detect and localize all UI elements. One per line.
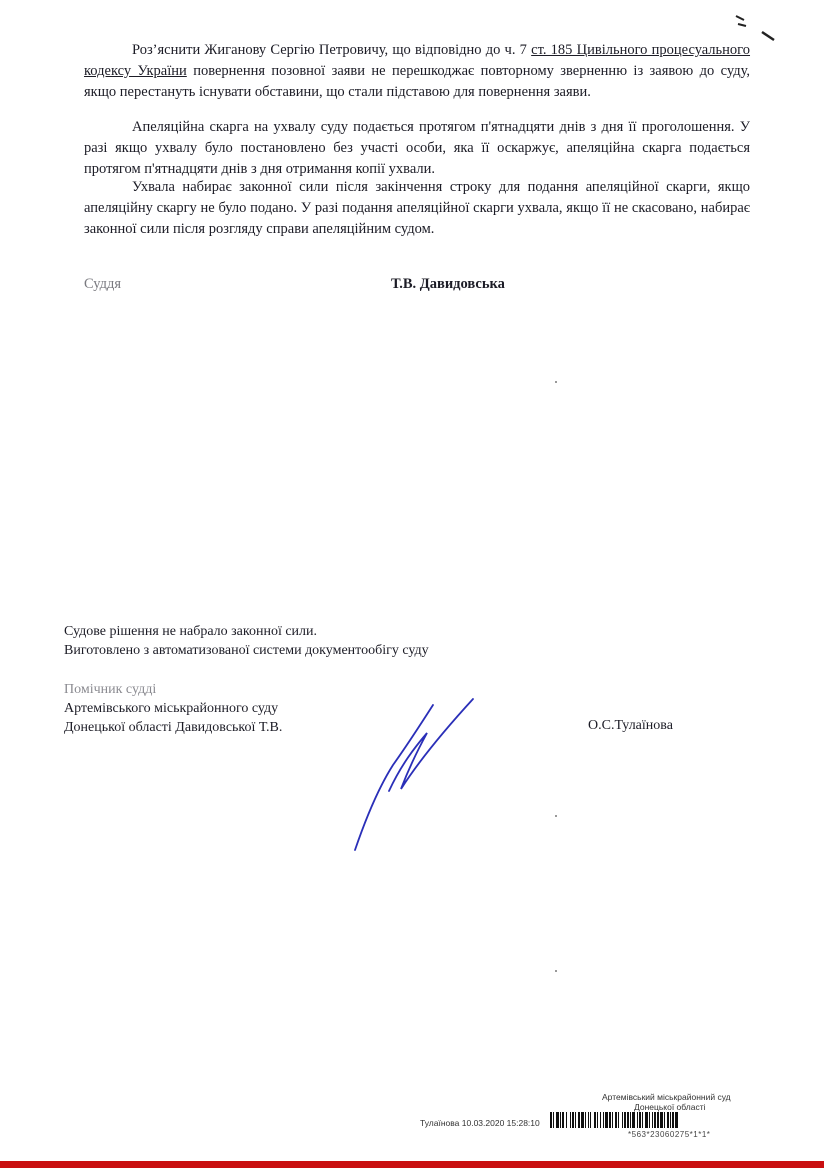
- paragraph-appeal: Апеляційна скарга на ухвалу суду подається протягом п'ятнадцяти днів з дня її проголошення. У разі якщо ухвалу було постановлено без участі особи, яка її оскаржує, апеляційна скарга подається протягом п'ятнадцяти днів з дня отримання копії ухвали.: [84, 119, 750, 177]
- clerk-name: О.С.Тулаїнова: [588, 718, 673, 733]
- barcode-bar: [622, 1112, 623, 1128]
- barcode-bar: [657, 1112, 659, 1128]
- judge-label: Суддя: [84, 276, 122, 292]
- barcode: [550, 1112, 806, 1128]
- barcode-bar: [585, 1112, 586, 1128]
- barcode-bar: [675, 1112, 678, 1128]
- paragraph-legal-force: Ухвала набирає законної сили після закінчення строку для подання апеляційної скарги, якщо апеляційну скаргу не було подано. У разі подання апеляційної скарги ухвала, якщо її не скасовано, набирає законної сили після розгляду справи апеляційним судом.: [84, 179, 750, 237]
- barcode-bar: [637, 1112, 638, 1128]
- not-in-force-note: Судове рішення не набрало законної сили.: [64, 624, 318, 639]
- barcode-bar: [588, 1112, 589, 1128]
- barcode-bar: [664, 1112, 665, 1128]
- barcode-bar: [581, 1112, 584, 1128]
- scan-speck: [555, 815, 557, 817]
- barcode-bar: [672, 1112, 674, 1128]
- barcode-bar: [642, 1112, 643, 1128]
- barcode-bar: [670, 1112, 671, 1128]
- page-bottom-edge: [0, 1161, 824, 1168]
- barcode-bar: [603, 1112, 604, 1128]
- assistant-region: Донецької області Давидовської Т.В.: [64, 720, 283, 735]
- barcode-bar: [654, 1112, 656, 1128]
- barcode-bar: [612, 1112, 613, 1128]
- barcode-bar: [600, 1112, 601, 1128]
- assistant-title: Помічник судді: [64, 682, 157, 697]
- barcode-bar: [590, 1112, 591, 1128]
- barcode-bar: [594, 1112, 596, 1128]
- barcode-bar: [578, 1112, 580, 1128]
- barcode-bar: [639, 1112, 641, 1128]
- barcode-bar: [566, 1112, 567, 1128]
- barcode-bar: [627, 1112, 629, 1128]
- barcode-bar: [632, 1112, 635, 1128]
- barcode-bar: [652, 1112, 653, 1128]
- judge-name: Т.В. Давидовська: [391, 276, 505, 292]
- barcode-bar: [649, 1112, 650, 1128]
- barcode-bar: [553, 1112, 554, 1128]
- barcode-bar: [624, 1112, 626, 1128]
- paragraph-explanation-rest: повернення позовної заяви не перешкоджає повторному зверненню із заявою до суду, якщо перестануть існувати обставини, що стали підставою для повернення заяви.: [84, 63, 750, 100]
- barcode-bar: [560, 1112, 561, 1128]
- barcode-bar: [575, 1112, 576, 1128]
- law-reference-link: ст. 185 Цивільного процесуального кодексу України: [84, 42, 751, 79]
- barcode-bar: [609, 1112, 611, 1128]
- barcode-bar: [660, 1112, 663, 1128]
- stamp-court-name: Артемівський міськрайонний суд: [602, 1092, 731, 1102]
- assistant-court: Артемівського міськрайонного суду: [64, 701, 279, 716]
- barcode-bar: [645, 1112, 648, 1128]
- handwritten-signature: [345, 695, 485, 855]
- barcode-bar: [597, 1112, 598, 1128]
- barcode-id: *563*23060275*1*1*: [628, 1130, 711, 1139]
- scan-speck: [555, 970, 557, 972]
- barcode-bar: [550, 1112, 552, 1128]
- paragraph-explanation-lead: Роз’яснити Жиганову Сергію Петровичу, що відповідно до ч. 7: [132, 42, 527, 58]
- generated-note: Виготовлено з автоматизованої системи документообігу суду: [64, 643, 429, 658]
- document-stamp: [420, 1090, 810, 1150]
- stamp-court-region: Донецької області: [634, 1102, 706, 1112]
- barcode-bar: [605, 1112, 608, 1128]
- barcode-bar: [667, 1112, 669, 1128]
- barcode-bar: [572, 1112, 574, 1128]
- barcode-bar: [618, 1112, 619, 1128]
- stamp-user-time: Тулаїнова 10.03.2020 15:28:10: [420, 1118, 540, 1128]
- barcode-bar: [556, 1112, 559, 1128]
- scan-speck: [555, 381, 557, 383]
- assistant-block: [64, 680, 282, 737]
- barcode-bar: [615, 1112, 617, 1128]
- barcode-bar: [562, 1112, 564, 1128]
- barcode-bar: [570, 1112, 571, 1128]
- barcode-bar: [630, 1112, 631, 1128]
- paragraph-explanation: [84, 40, 750, 103]
